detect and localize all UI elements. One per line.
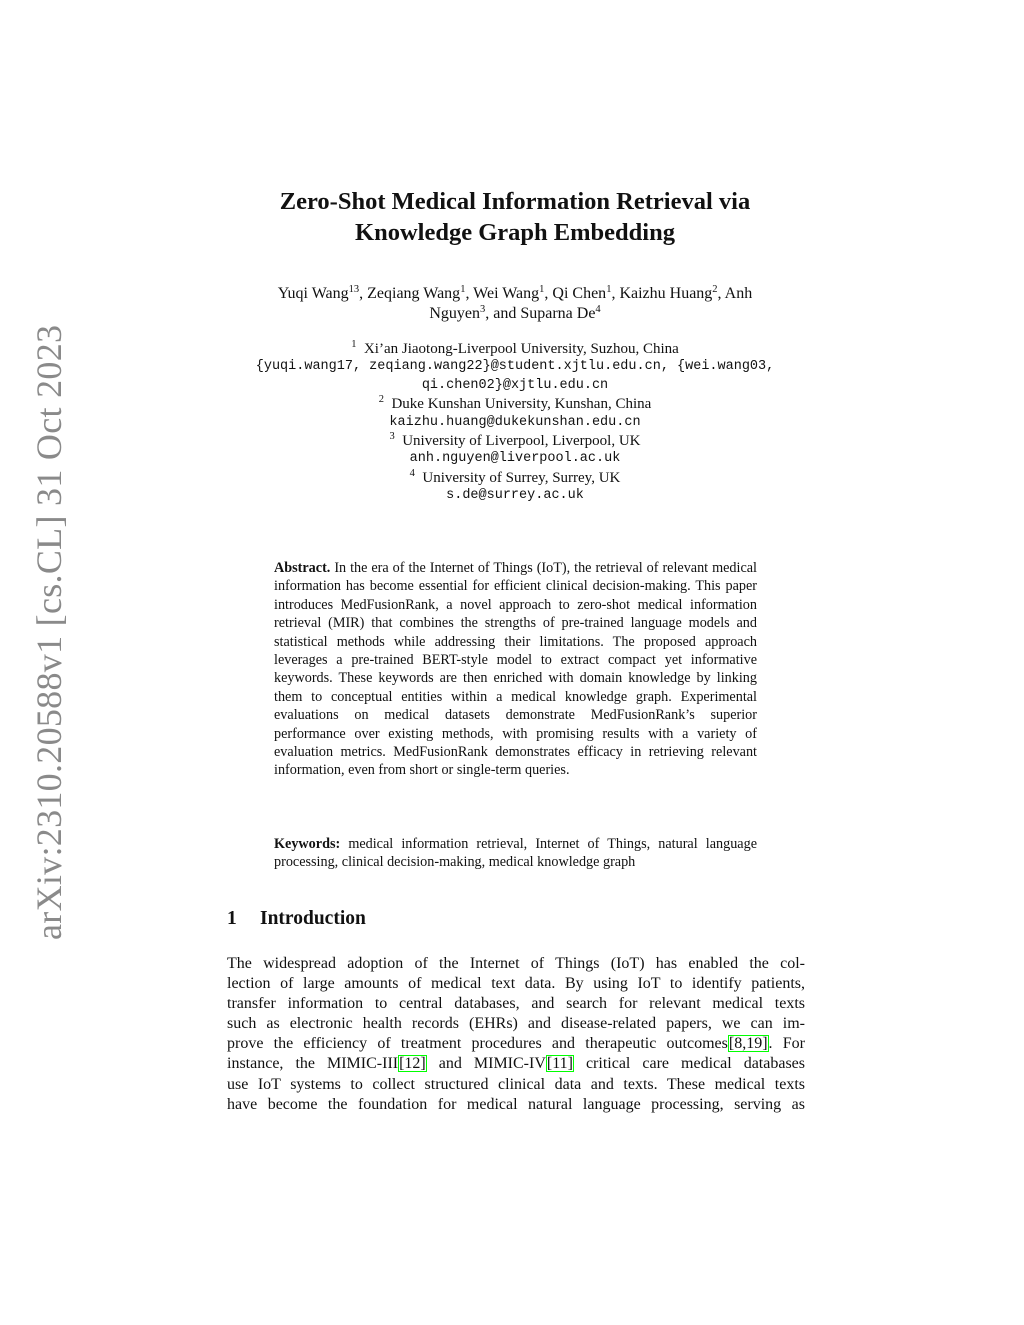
body-line: have become the foundation for medical natural language processing, serving as	[227, 1095, 805, 1113]
author-name: Qi Chen	[552, 285, 607, 302]
abstract-text: In the era of the Internet of Things (IoT), the retrieval of relevant medical information has become essential for efficient clinical decision-making. This paper introduces MedFusionRank, a novel approach to zero-shot medical information retrieval (MIR) that combines the strengths of pre-trained language models and statistical methods while addressing their limitations. The proposed approach leverages a pre-trained BERT-style model to extract compact yet informative keywords. These keywords are then enriched with domain knowledge by linking them to conceptual entities within a medical knowledge graph. Experimental evaluations on medical datasets demonstrate MedFusionRank’s superior performance over existing methods, with promising results with a variety of evaluation metrics. MedFusionRank demonstrates efficacy in retrieving relevant information, even from short or single-term queries.	[274, 560, 757, 779]
keywords-label: Keywords:	[274, 836, 341, 852]
citation-link[interactable]: [11]	[546, 1055, 573, 1073]
author-name: Suparna De	[520, 305, 596, 322]
affiliation-1: $^1$ Xi’an Jiaotong-Liverpool University, Suzhou, China	[351, 339, 679, 357]
body-line: The widespread adoption of the Internet of Things (IoT) has enabled the col-	[227, 955, 805, 972]
title-line-1: Zero-Shot Medical Information Retrieval via	[279, 188, 751, 215]
affiliation-4-email: s.de@surrey.ac.uk	[446, 488, 584, 504]
body-line: prove the efficiency of treatment procedures and therapeutic outcomes[8,19]. For	[227, 1035, 806, 1053]
author-name-part: Anh	[724, 285, 753, 302]
author-name: Kaizhu Huang	[619, 285, 713, 302]
affiliation-3-email: anh.nguyen@liverpool.ac.uk	[409, 451, 621, 467]
body-line: instance, the MIMIC-III[12] and MIMIC-IV[11] critical care medical databases	[227, 1055, 805, 1073]
author-affil-mark: 1	[460, 284, 466, 295]
body-line: transfer information to central databases, and search for relevant medical texts	[227, 995, 805, 1013]
body-line: such as electronic health records (EHRs) and disease-related papers, we can im-	[227, 1015, 805, 1033]
author-affil-mark: 1	[539, 284, 545, 295]
author-list	[200, 284, 830, 324]
affiliation-4: $^4$ University of Surrey, Surrey, UK	[409, 467, 621, 486]
title-line-2: Knowledge Graph Embedding	[355, 219, 675, 246]
author-affil-mark: 2	[712, 284, 718, 295]
author-name-part: Nguyen	[429, 305, 480, 322]
citation-link[interactable]: [8,19]	[728, 1035, 768, 1053]
section-title: Introduction	[260, 908, 366, 929]
author-affil-mark: 3	[479, 304, 486, 315]
author-line-2: Nguyen$^3$, and Suparna De$^4$	[429, 304, 601, 322]
body-line: lection of large amounts of medical text data. By using IoT to identify patients,	[227, 975, 805, 993]
affiliation-list	[200, 340, 830, 506]
citation-link[interactable]: [12]	[399, 1055, 426, 1073]
author-line-1: Yuqi Wang$^{13}$, Zeqiang Wang$^1$, Wei Wang$^1$, Qi Chen$^1$, Kaizhu Huang$^2$, Anh	[277, 284, 753, 302]
keywords	[274, 835, 757, 872]
author-name: Zeqiang Wang	[367, 285, 461, 302]
section-heading	[227, 908, 366, 930]
author-name: Wei Wang	[473, 285, 540, 302]
affiliation-2: $^2$ Duke Kunshan University, Kunshan, China	[378, 394, 652, 413]
paper-title	[200, 186, 830, 248]
affiliation-1-email: qi.chen02}@xjtlu.edu.cn	[421, 377, 609, 393]
affiliation-1-email: {yuqi.wang17, zeqiang.wang22}@student.xjtlu.edu.cn, {wei.wang03,	[255, 359, 775, 375]
author-affil-mark: 1	[606, 284, 612, 295]
keywords-text: medical information retrieval, Internet of Things, natural language processing, clinical decision-making, medical knowledge graph	[274, 836, 757, 871]
author-affil-mark: 13	[348, 284, 360, 295]
arxiv-identifier: arXiv:2310.20588v1 [cs.CL] 31 Oct 2023	[29, 324, 69, 940]
author-affil-mark: 4	[595, 304, 601, 315]
introduction-body	[227, 954, 805, 1115]
affiliation-3: $^3$ University of Liverpool, Liverpool, UK	[389, 431, 641, 450]
abstract-label: Abstract.	[274, 560, 331, 576]
author-name: Yuqi Wang	[277, 285, 349, 302]
section-number: 1	[227, 908, 237, 929]
body-line: use IoT systems to collect structured clinical data and texts. These medical texts	[227, 1075, 805, 1093]
abstract	[274, 559, 757, 780]
affiliation-2-email: kaizhu.huang@dukekunshan.edu.cn	[389, 414, 641, 430]
